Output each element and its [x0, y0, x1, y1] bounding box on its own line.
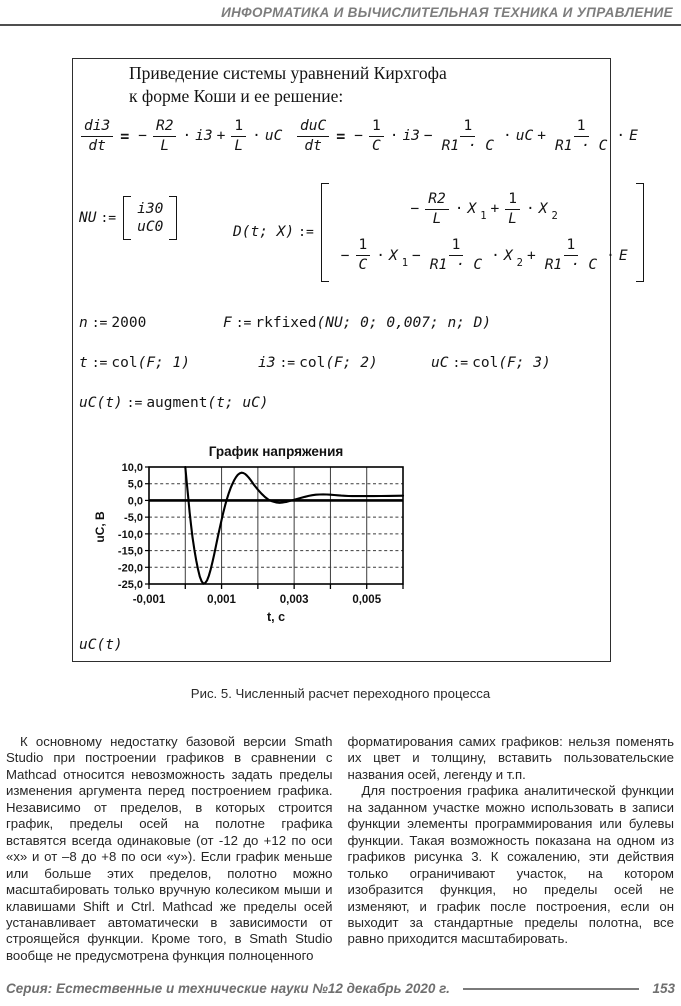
bracket-left	[123, 196, 131, 240]
matrix-D	[321, 183, 644, 282]
equation-ducdt	[295, 118, 638, 154]
fraction-1-R1C: $\frac{1}{R1 \cdot C}$	[441, 118, 495, 154]
var-i3: i3	[402, 128, 420, 145]
bracket-right	[636, 183, 644, 282]
function-rkfixed: rkfixed	[255, 315, 317, 331]
expression-uCt: uC(t)	[79, 637, 123, 653]
function-col: col	[299, 355, 326, 371]
chart-x-axis-label: t, c	[266, 610, 286, 624]
matrix-D-row2: − $\frac{1}{C}$ · X 1 − $\frac{1}{R1 \cdot C}$ · X 2 + $\frac{1}{R1 \cdot C}$ · E	[340, 237, 628, 274]
definition-i3: i3 := col (F; 2)	[258, 355, 378, 371]
var-uC0: uC0	[137, 219, 164, 235]
minus-sign: −	[138, 128, 147, 145]
figure-caption: Рис. 5. Численный расчет переходного процесса	[190, 686, 491, 701]
fraction-1-L: $\frac{1}{L}$	[231, 118, 246, 154]
header-rule	[0, 24, 681, 26]
paragraph: Для построения графика аналитической функции на заданном участке можно использовать в записи функции элементы программирования или булевы функции. Такая возможность показана на одном из графиков рисунка 3. К сожалению, эти действия только ограничивают участок, на котором изобразится функция, но пределы осей не изменяют, и график после построения, если он выходит за стандартные пределы полотна, все равно приходится масштабировать.	[347, 783, 674, 947]
bracket-left	[321, 183, 329, 282]
footer-series-title: Серия: Естественные и технические науки №12 декабрь 2020 г.	[6, 981, 450, 996]
multiply-dot: ·	[503, 128, 512, 145]
svg-text:-0,001: -0,001	[132, 594, 166, 606]
footer-rule	[463, 988, 640, 990]
svg-text:-20,0: -20,0	[117, 562, 143, 575]
definition-n: n := 2000	[79, 315, 147, 331]
svg-text:-10,0: -10,0	[117, 528, 143, 541]
figure-title-line2: к форме Коши и ее решение:	[129, 86, 344, 106]
function-col: col	[111, 355, 138, 371]
bold-equals: =	[120, 127, 130, 146]
args-D: (t; X)	[241, 224, 295, 241]
chart-title: График напряжения	[208, 444, 344, 459]
paragraph: форматирования самих графиков: нельзя поменять их цвет и толщину, вставить пользовательские названия осей, легенду и т.п.	[347, 734, 674, 782]
multiply-dot: ·	[252, 128, 261, 145]
plus-sign: +	[537, 128, 546, 145]
svg-text:0,005: 0,005	[352, 594, 382, 606]
fraction-R2-L: $\frac{R2}{L}$	[153, 118, 176, 154]
plus-sign: +	[216, 128, 226, 145]
svg-text:-5,0: -5,0	[124, 512, 143, 525]
minus-sign: −	[423, 128, 433, 145]
matrix-NU	[123, 196, 177, 240]
page-number: 153	[652, 981, 675, 996]
bold-equals: =	[336, 127, 346, 146]
function-col: col	[472, 355, 499, 371]
fraction-1-R1C: $\frac{1}{R1 \cdot C}$	[554, 118, 608, 154]
paragraph: К основному недостатку базовой версии Smath Studio при построении графиков в сравнении с Mathcad относится невозможность задать пределы изменения аргумента перед построением графика. Независимо от пределов, в которых строится график, пределы осей на полотне графика вставятся всегда одинаковые (от -12 до +12 по оси «х» и от –8 до +8 по оси «у»). Если график меньше или больше этих пределов, полотно можно масштабировать только вручную колесиком мыши и клавишами Shift и Ctrl. Mathcad же пределы осей устанавливает автоматически в зависимости от строящейся функции. Кроме того, в Smath Studio вообще не предусмотрена функция полноценного	[6, 734, 333, 963]
body-text	[6, 734, 674, 964]
matrix-D-row1: − $\frac{R2}{L}$ · X 1 + $\frac{1}{L}$ · X 2	[410, 191, 558, 227]
left-column	[6, 734, 333, 964]
var-i30: i30	[137, 201, 164, 217]
mathcad-worksheet-figure	[72, 58, 638, 662]
svg-text:5,0: 5,0	[127, 478, 143, 491]
definition-uC: uC := col (F; 3)	[431, 355, 551, 371]
function-augment: augment	[146, 395, 208, 411]
var-NU: NU	[79, 210, 97, 226]
definition-t: t := col (F; 1)	[79, 355, 190, 371]
bracket-right	[169, 196, 177, 240]
fraction-duC-dt: $\frac{\text{duC}}{dt}$	[297, 118, 329, 154]
multiply-dot: ·	[616, 128, 626, 145]
right-column	[348, 734, 675, 964]
var-uC: uC	[515, 128, 534, 145]
var-E: E	[629, 128, 638, 145]
svg-text:0,001: 0,001	[207, 594, 236, 606]
var-i3: i3	[195, 128, 213, 145]
assign-operator: :=	[298, 224, 314, 240]
svg-text:10,0: 10,0	[121, 462, 143, 474]
assign-operator: :=	[100, 210, 117, 226]
chart-y-axis-label: uC, В	[93, 511, 107, 543]
definition-F: F := rkfixed (NU; 0; 0,007; n; D)	[223, 315, 492, 331]
definition-NU	[79, 196, 177, 240]
svg-text:0,0: 0,0	[127, 495, 143, 508]
page-footer	[6, 981, 675, 996]
minus-sign: −	[354, 128, 363, 145]
figure-title	[129, 62, 447, 108]
figure-title-line1: Приведение системы уравнений Кирхгофа	[129, 63, 447, 83]
definition-uCt: uC(t) := augment (t; uC)	[79, 395, 269, 411]
svg-text:-25,0: -25,0	[117, 579, 143, 591]
svg-text:0,003: 0,003	[279, 594, 309, 606]
running-head: ИНФОРМАТИКА И ВЫЧИСЛИТЕЛЬНАЯ ТЕХНИКА И УПРАВЛЕНИЕ	[221, 5, 673, 20]
chart-canvas	[113, 462, 443, 610]
multiply-dot: ·	[389, 128, 399, 145]
var-uC: uC	[264, 128, 283, 145]
equation-di3dt	[79, 118, 282, 154]
var-D: D	[233, 224, 242, 241]
multiply-dot: ·	[182, 128, 192, 145]
fraction-di3-dt: $\frac{di3}{dt}$	[81, 118, 113, 154]
svg-text:-15,0: -15,0	[117, 545, 143, 558]
fraction-1-C: $\frac{1}{C}$	[369, 118, 384, 154]
voltage-chart	[93, 444, 443, 624]
definition-D	[233, 183, 644, 282]
